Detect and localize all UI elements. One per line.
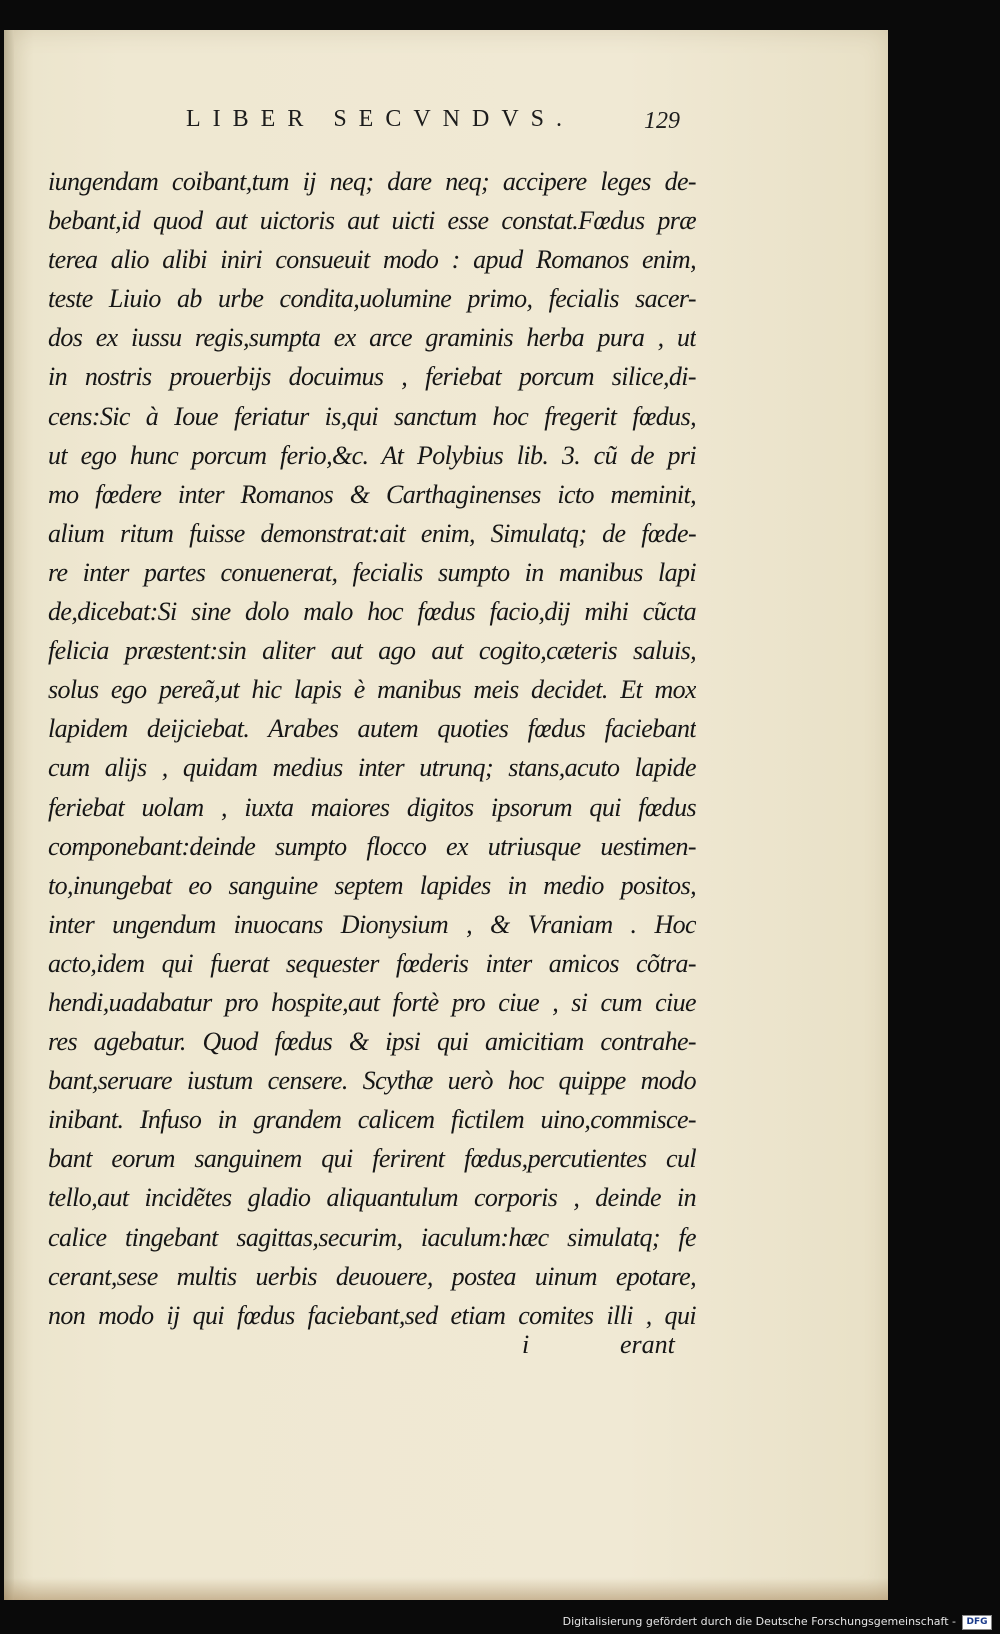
running-head-title: LIBER SECVNDVS. [186,106,575,132]
text-line: inibant. Infuso in grandem calicem fictilem uino,commisce- [48,1105,696,1135]
catchword: erant [620,1330,675,1359]
page-gutter-edge [4,30,14,1600]
text-line: feriebat uolam , iuxta maiores digitos ipsorum qui fœdus [48,792,696,822]
text-line: bant,seruare iustum censere. Scythæ uerò hoc quippe modo [48,1066,696,1096]
signature-mark: i [522,1330,530,1359]
text-line: felicia præstent:sin aliter aut ago aut cogito,cæteris saluis, [48,636,696,666]
text-line: calice tingebant sagittas,securim, iaculum:hæc simulatq; fe [48,1222,696,1252]
text-line: res agebatur. Quod fœdus & ipsi qui amicitiam contrahe- [48,1027,696,1057]
text-line: componebant:deinde sumpto flocco ex utriusque uestimen- [48,831,696,861]
text-line: hendi,uadabatur pro hospite,aut fortè pro ciue , si cum ciue [48,987,696,1017]
text-line: non modo ij qui fœdus faciebant,sed etiam comites illi , qui [48,1300,696,1330]
text-line: teste Liuio ab urbe condita,uolumine primo, fecialis sacer- [48,284,696,314]
funding-credit: Digitalisierung gefördert durch die Deutsche Forschungsgemeinschaft - [562,1615,956,1628]
page-bottom-edge [4,1578,888,1600]
book-page [4,30,888,1600]
text-line: cum alijs , quidam medius inter utrunq; stans,acuto lapide [48,753,696,783]
dfg-logo-icon: DFG [962,1615,992,1630]
text-line: lapidem deijciebat. Arabes autem quoties fœdus faciebant [48,714,696,744]
text-line: solus ego pereã,ut hic lapis è manibus meis decidet. Et mox [48,675,696,705]
text-line: terea alio alibi iniri consueuit modo : apud Romanos enim, [48,245,696,275]
text-line: bebant,id quod aut uictoris aut uicti esse constat.Fœdus præ [48,206,696,236]
text-line: cerant,sese multis uerbis deuouere, postea uinum epotare, [48,1261,696,1291]
text-line: de,dicebat:Si sine dolo malo hoc fœdus facio,dij mihi cũcta [48,597,696,627]
text-line: iungendam coibant,tum ij neq; dare neq; accipere leges de- [48,167,696,196]
text-line: dos ex iussu regis,sumpta ex arce graminis herba pura , ut [48,323,696,353]
page-number: 129 [644,108,680,134]
text-line: bant eorum sanguinem qui ferirent fœdus,percutientes cul [48,1144,696,1174]
running-head [4,106,888,146]
text-line: tello,aut incidẽtes gladio aliquantulum corporis , deinde in [48,1183,696,1213]
text-line: acto,idem qui fuerat sequester fœderis inter amicos cõtra- [48,948,696,978]
text-line: to,inungebat eo sanguine septem lapides in medio positos, [48,870,696,900]
text-line: in nostris prouerbijs docuimus , feriebat porcum silice,di- [48,362,696,392]
text-line: ut ego hunc porcum ferio,&c. At Polybius lib. 3. cũ de pri [48,440,696,470]
text-line: cens:Sic à Ioue feriatur is,qui sanctum hoc fregerit fœdus, [48,401,696,431]
text-line: mo fœdere inter Romanos & Carthaginenses icto meminit, [48,479,696,509]
body-text [48,162,696,1335]
text-line: alium ritum fuisse demonstrat:ait enim, Simulatq; de fœde- [48,518,696,548]
text-line: inter ungendum inuocans Dionysium , & Vraniam . Hoc [48,909,696,939]
text-line: re inter partes conuenerat, fecialis sumpto in manibus lapi [48,557,696,587]
catchword-line [48,1330,696,1366]
footer-bar [0,1612,1000,1634]
